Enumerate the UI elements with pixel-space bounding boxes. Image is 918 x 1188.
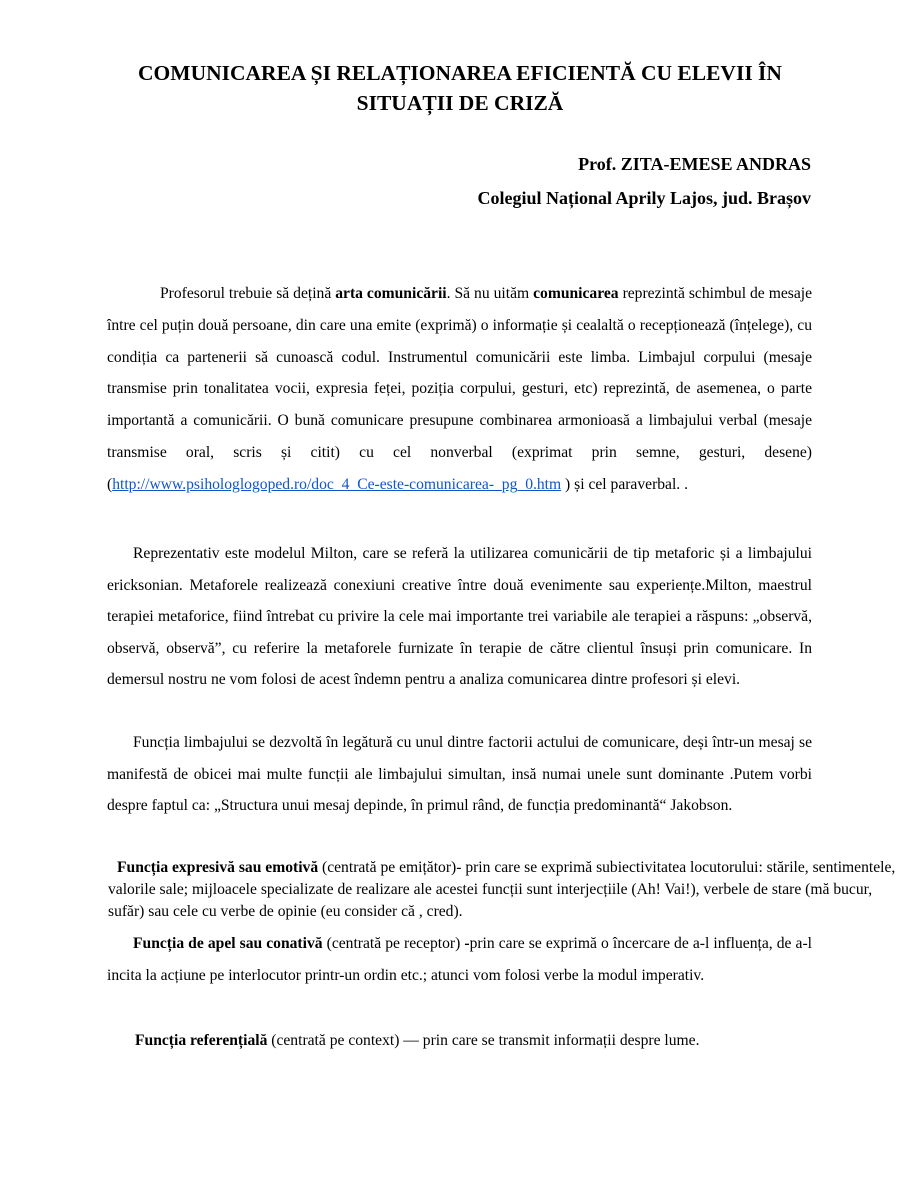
bold-run: comunicarea [533,285,619,302]
text-run: Profesorul trebuie să dețină [160,285,336,302]
text-run: ) și cel paraverbal. . [561,475,689,493]
bold-run: Funcția expresivă sau emotivă [117,859,319,876]
bold-run: arta comunicării [335,285,447,302]
text-run: prin care se exprimă o încercare de a-l influența, de a-l incita la acțiune pe interlocutor printr-un ordin etc.; atunci vom folosi verbe la modul imperativ. [107,935,812,984]
text-run: (centrată pe context) — prin care se transmit informații despre lume. [267,1032,700,1049]
paragraph-expressive-function [108,857,903,923]
paragraph-communication-definition [107,278,812,501]
paragraph-milton-model: Reprezentativ este modelul Milton, care se referă la utilizarea comunicării de tip metaforic și a limbajului ericksonian. Metaforele realizează conexiuni creative între două evenimente sau experiențe.Milton, maestrul terapiei metaforice, fiind întrebat cu privire la cele mai importante trei variabile ale terapiei a răspuns: „observă, observă, observă”, cu referire la metaforele furnizate în terapie de către clientul însuși prin comunicare. In demersul nostru ne vom folosi de acest îndemn pentru a analiza comunicarea dintre profesori și elevi. [107,545,812,688]
document-title: COMUNICAREA ȘI RELAȚIONAREA EFICIENTĂ CU ELEVII ÎN SITUAȚII DE CRIZĂ [138,61,782,115]
author-school: Colegiul Național Aprily Lajos, jud. Brașov [477,188,811,208]
bold-run: Funcția referențială [135,1032,268,1049]
bold-run: Funcția de apel sau conativă [133,935,323,952]
text-run: (centrată pe receptor) [322,935,465,952]
text-run: reprezintă schimbul de mesaje între cel puțin două persoane, din care una emite (exprimă) o informație și cealaltă o recepționează (înțelege), cu condiția ca partenerii să cunoască codul. Instrumentul comunicării este limba. Limbajul corpului (mesaje transmise prin tonalitatea vocii, expresia feței, poziția corpului, gesturi, etc) reprezintă, de asemenea, o parte importantă a comunicării. O bună comunicare presupune combinarea armonioasă a limbajului verbal (mesaje transmise oral, scris și citit) cu cel nonverbal (exprimat prin semne, gesturi, desene) ( [107,285,812,493]
paragraph-referential-function [107,1025,812,1057]
text-run: (centrată pe emițător)- prin care se exprimă subiectivitatea locutorului: stările, sentimentele, valorile sale; mijloacele specializate de realizare ale acestei funcții sunt interjecțiile (Ah! Vai!), verbele de stare (mă bucur, sufăr) sau cele cu verbe de opinie (eu consider că , cred). [108,859,896,920]
text-run: . Să nu uităm [446,285,534,302]
author-name: Prof. ZITA-EMESE ANDRAS [578,154,811,174]
bold-run: - [464,935,470,952]
source-link[interactable]: http://www.psihologlogoped.ro/doc_4_Ce-este-comunicarea-_pg_0.htm [112,475,562,493]
paragraph-conative-function [107,928,812,991]
paragraph-language-function: Funcția limbajului se dezvoltă în legătură cu unul dintre factorii actului de comunicare, deși într-un mesaj se manifestă de obicei mai multe funcții ale limbajului simultan, insă numai unele sunt dominante .Putem vorbi despre faptul ca: „Structura unui mesaj depinde, în primul rând, de funcția predominantă“ Jakobson. [107,734,812,814]
